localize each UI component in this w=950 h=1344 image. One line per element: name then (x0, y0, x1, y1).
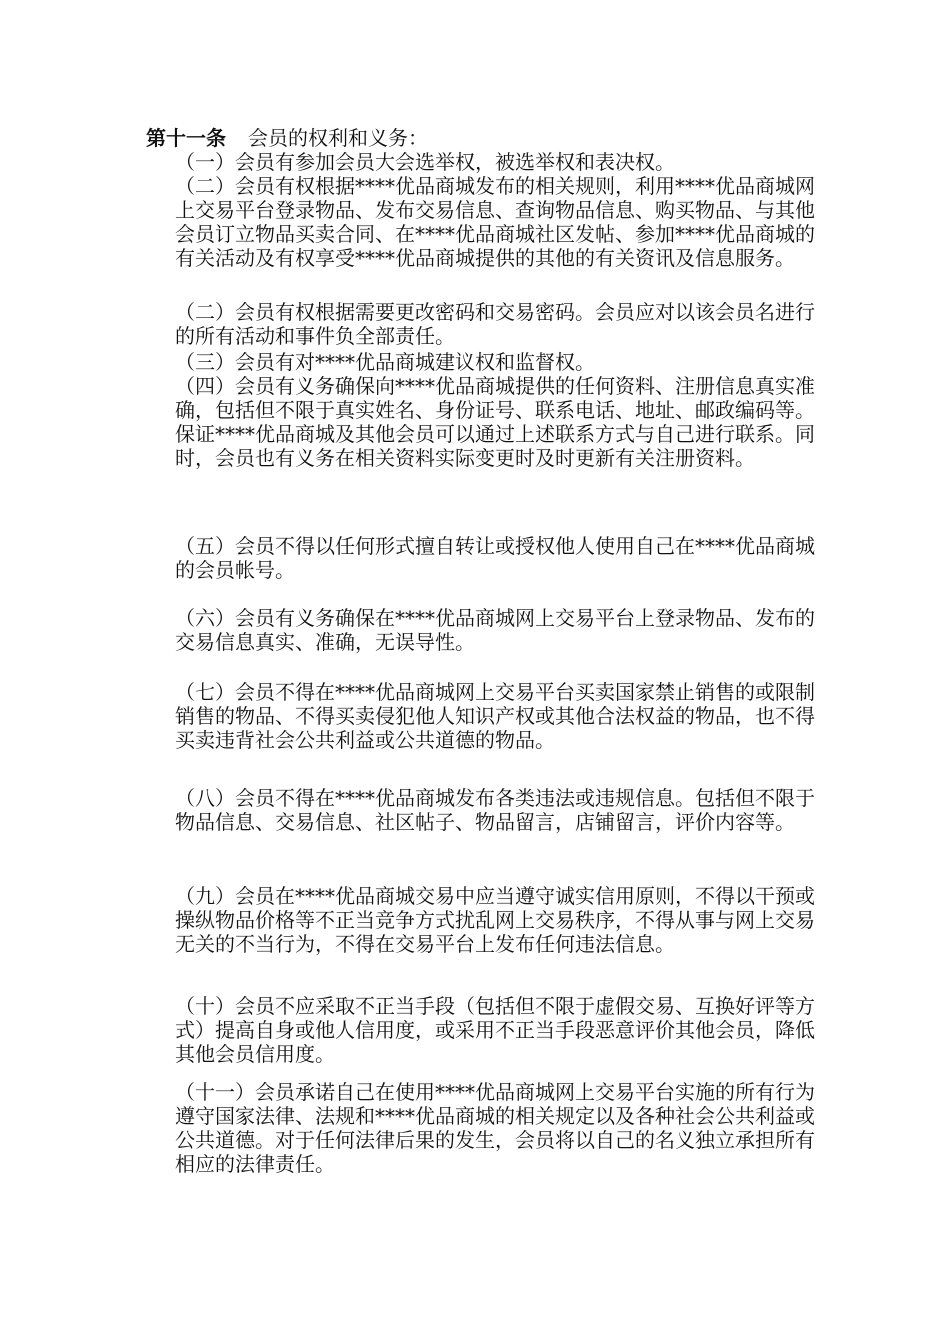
paragraph-9: （八）会员不得在****优品商城发布各类违法或违规信息。包括但不限于物品信息、交易信息、社区帖子、物品留言，店铺留言，评价内容等。 (175, 786, 815, 834)
paragraph-6: （五）会员不得以任何形式擅自转让或授权他人使用自己在****优品商城的会员帐号。 (175, 534, 815, 582)
paragraph-1: （一）会员有参加会员大会选举权，被选举权和表决权。 (175, 150, 675, 174)
paragraph-12: （十一）会员承诺自己在使用****优品商城网上交易平台实施的所有行为遵守国家法律、法规和****优品商城的相关规定以及各种社会公共利益或公共道德。对于任何法律后果的发生，会员将以自己的名义独立承担所有相应的法律责任。 (175, 1080, 815, 1176)
article-title: 会员的权利和义务： (248, 126, 428, 150)
paragraph-10: （九）会员在****优品商城交易中应当遵守诚实信用原则，不得以干预或操纵物品价格等不正当竞争方式扰乱网上交易秩序，不得从事与网上交易无关的不当行为，不得在交易平台上发布任何违法信息。 (175, 884, 815, 956)
paragraph-3: （二）会员有权根据需要更改密码和交易密码。会员应对以该会员名进行的所有活动和事件负全部责任。 (175, 300, 815, 348)
article-heading (146, 126, 826, 150)
paragraph-8: （七）会员不得在****优品商城网上交易平台买卖国家禁止销售的或限制销售的物品、不得买卖侵犯他人知识产权或其他合法权益的物品，也不得买卖违背社会公共利益或公共道德的物品。 (175, 680, 815, 752)
paragraph-5: （四）会员有义务确保向****优品商城提供的任何资料、注册信息真实准确，包括但不限于真实姓名、身份证号、联系电话、地址、邮政编码等。保证****优品商城及其他会员可以通过上述联系方式与自己进行联系。同时，会员也有义务在相关资料实际变更时及时更新有关注册资料。 (175, 374, 815, 470)
paragraph-4: （三）会员有对****优品商城建议权和监督权。 (175, 350, 595, 374)
article-label: 第十一条 (146, 126, 226, 150)
paragraph-11: （十）会员不应采取不正当手段（包括但不限于虚假交易、互换好评等方式）提高自身或他人信用度，或采用不正当手段恶意评价其他会员，降低其他会员信用度。 (175, 994, 815, 1066)
paragraph-2: （二）会员有权根据****优品商城发布的相关规则，利用****优品商城网上交易平台登录物品、发布交易信息、查询物品信息、购买物品、与其他会员订立物品买卖合同、在****优品商城社区发帖、参加****优品商城的有关活动及有权享受****优品商城提供的其他的有关资讯及信息服务。 (175, 174, 815, 270)
paragraph-7: （六）会员有义务确保在****优品商城网上交易平台上登录物品、发布的交易信息真实、准确，无误导性。 (175, 606, 815, 654)
